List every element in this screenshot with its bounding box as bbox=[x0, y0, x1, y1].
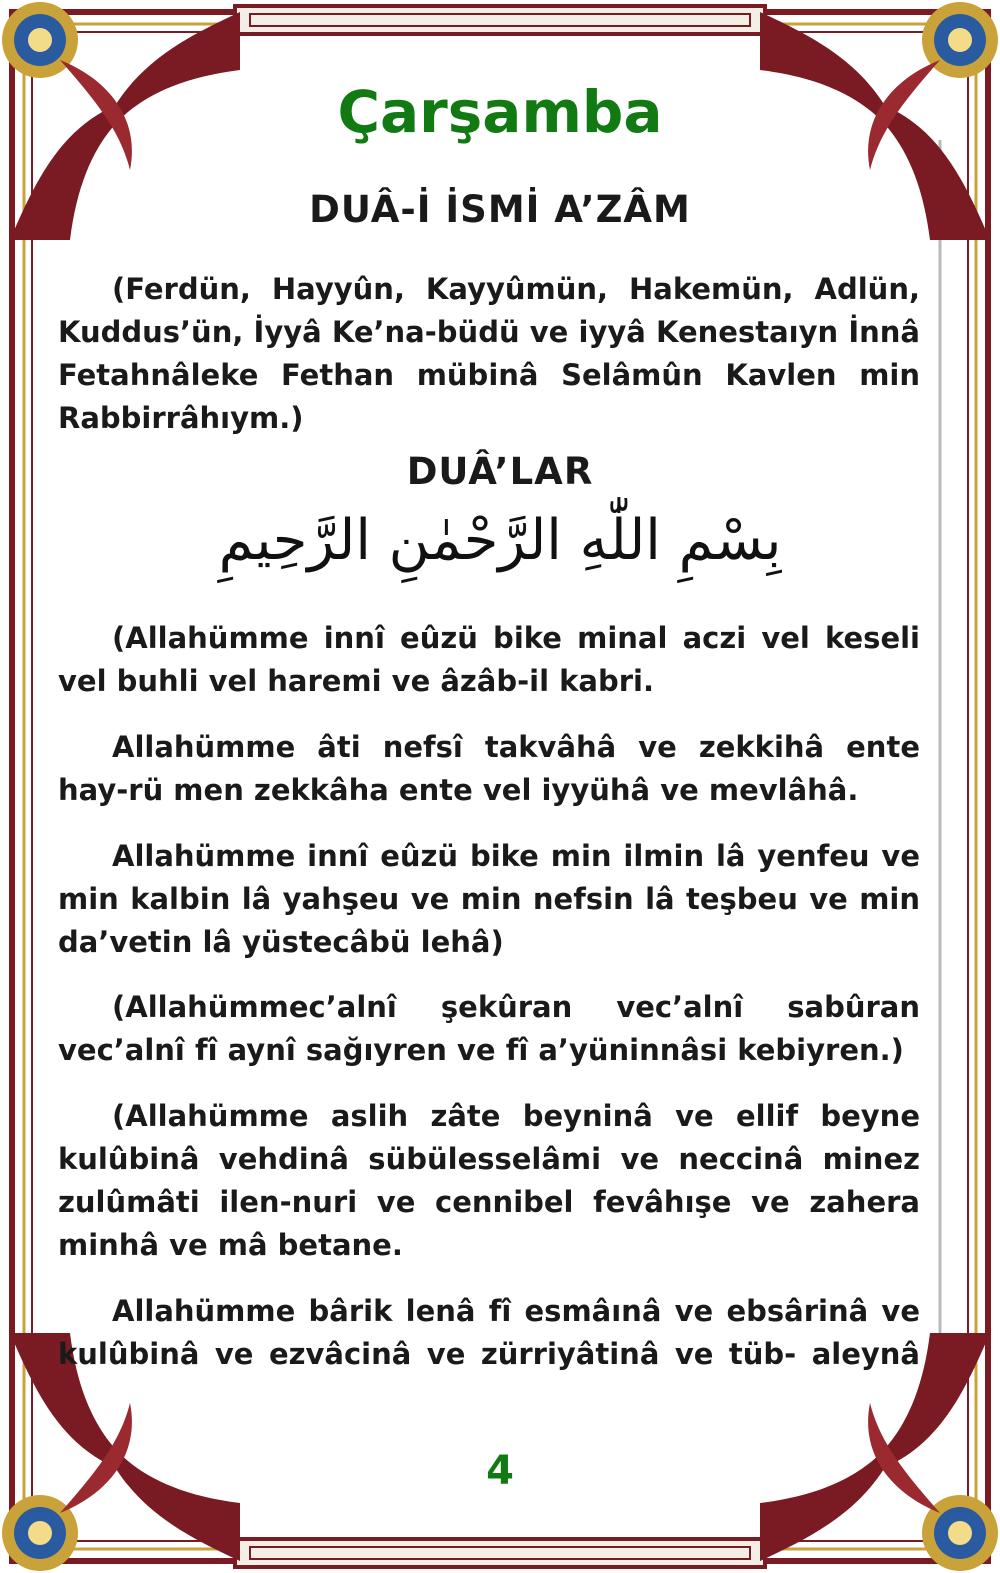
paragraph-dua-ismi-azam: (Ferdün, Hayyûn, Kayyûmün, Hakemün, Adlün, Kuddus’ün, İyyâ Ke’na-büdü ve iyyâ Kenestaıyn İnnâ Fetahnâleke Fethan mübinâ Selâmûn Kavlen min Rabbirrâhıym.) bbox=[58, 272, 920, 435]
section-heading-dualar: DUÂ’LAR bbox=[406, 450, 594, 493]
paragraph-2: Allahümme âti nefsî takvâhâ ve zekkihâ ente hay-rü men zekkâha ente vel iyyühâ ve mevlâhâ. bbox=[58, 730, 920, 807]
paragraph-3: Allahümme innî eûzü bike min ilmin lâ yenfeu ve min kalbin lâ yahşeu ve min nefsin lâ teşbeu ve min da’vetin lâ yüstecâbü lehâ) bbox=[58, 839, 920, 959]
page-title: Çarşamba bbox=[337, 78, 663, 146]
page-number: 4 bbox=[486, 1448, 514, 1494]
section-heading-dua-ismi-azam: DUÂ-İ İSMİ A’ZÂM bbox=[309, 188, 691, 231]
paragraph-5: (Allahümme aslih zâte beyninâ ve ellif beyne kulûbinâ vehdinâ sübülesselâmi ve neccinâ minez zulûmâti ilen-nuri ve cennibel fevâhışe ve zahera minhâ ve mâ betane. bbox=[58, 1099, 920, 1262]
paragraph-1: (Allahümme innî eûzü bike minal aczi vel keseli vel buhli vel haremi ve âzâb-il kabri. bbox=[58, 621, 920, 698]
paragraph-6: Allahümme bârik lenâ fî esmâınâ ve ebsârinâ ve kulûbinâ ve ezvâcinâ ve zürriyâtinâ ve tüb- aleynâ bbox=[58, 1294, 920, 1371]
basmala-calligraphy: بِسْمِ اللّٰهِ الرَّحْمٰنِ الرَّحِيمِ bbox=[218, 508, 782, 573]
paragraph-4: (Allahümmec’alnî şekûran vec’alnî sabûran vec’alnî fî aynî sağıyren ve fî a’yüninnâsi kebiyren.) bbox=[58, 990, 920, 1067]
